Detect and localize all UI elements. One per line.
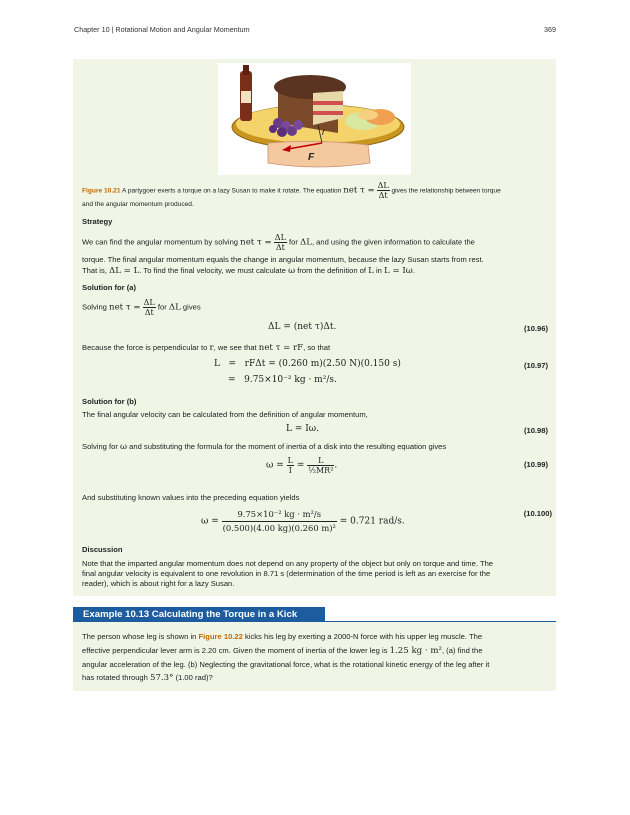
example-title: Example 10.13 Calculating the Torque in a Kick bbox=[73, 607, 325, 622]
solution-a-line1: Solving net τ = $\frac{\Delta L}{\Delta t}$ for ΔL gives bbox=[82, 298, 201, 317]
example-line3: angular acceleration of the leg. (b) Neglecting the gravitational force, what is the rotational kinetic energy of the leg after it bbox=[82, 660, 490, 669]
solution-a-heading: Solution for (a) bbox=[82, 283, 136, 292]
page-number: 369 bbox=[544, 25, 556, 34]
solution-b-line1: The final angular velocity can be calculated from the definition of angular momentum, bbox=[82, 410, 368, 419]
chapter-title: Chapter 10 | Rotational Motion and Angular Momentum bbox=[74, 25, 250, 34]
example-line4: has rotated through 57.3° (1.00 rad)? bbox=[82, 673, 213, 683]
example-line2: effective perpendicular lever arm is 2.20 cm. Given the moment of inertia of the lower leg is 1.25 kg · m², (a) find the bbox=[82, 646, 483, 656]
equation-number-10-96: (10.96) bbox=[523, 324, 548, 333]
solution-b-heading: Solution for (b) bbox=[82, 397, 137, 406]
solution-b-line3: And substituting known values into the preceding equation yields bbox=[82, 493, 300, 502]
equation-number-10-100: (10.100) bbox=[523, 509, 552, 518]
example-title-bar bbox=[73, 607, 556, 622]
r-label: r bbox=[322, 127, 325, 137]
figure-caption-line2: and the angular momentum produced. bbox=[82, 201, 194, 208]
discussion-heading: Discussion bbox=[82, 545, 123, 554]
strategy-line3: That is, ΔL = L. To find the final velocity, we must calculate ω from the definition of L in L = Iω. bbox=[82, 266, 415, 276]
lazy-susan-illustration bbox=[218, 63, 411, 175]
figure-label: Figure 10.21 bbox=[82, 187, 121, 195]
discussion-line2: final angular velocity is equivalent to one revolution in 8.71 s (determination of the time period is left as an exercise for the bbox=[82, 569, 491, 578]
equation-10-100: ω = $\frac{\text{9.75×10⁻² kg · m²/s}}{\text{(0.500)(4.00 kg)(0.260 m)²}}$ = 0.721 rad/s. bbox=[201, 509, 405, 533]
equation-10-98: L = Iω. bbox=[286, 424, 319, 434]
strategy-line1: We can find the angular momentum by solving net τ = $\frac{\Delta L}{\Delta t}$ for ΔL, and using the given information to calculate the bbox=[82, 233, 475, 252]
discussion-line1: Note that the imparted angular momentum does not depend on any property of the object but only on torque and time. The bbox=[82, 559, 494, 568]
equation-10-97-line2: = 9.75×10⁻² kg · m²/s. bbox=[228, 375, 337, 385]
equation-number-10-99: (10.99) bbox=[523, 460, 548, 469]
equation-10-97-line1: L = rFΔt = (0.260 m)(2.50 N)(0.150 s) bbox=[214, 359, 401, 369]
equation-number-10-97: (10.97) bbox=[523, 361, 548, 370]
figure-image bbox=[218, 63, 411, 175]
figure-caption: Figure 10.21 A partygoer exerts a torque on a lazy Susan to make it rotate. The equation net τ = $\frac{\Delta L}{\Delta t}$ gives the relationship between torque bbox=[82, 181, 501, 200]
solution-b-line2: Solving for ω and substituting the formula for the moment of inertia of a disk into the resulting equation gives bbox=[82, 442, 447, 452]
f-label: F bbox=[308, 152, 315, 163]
solution-a-line2: Because the force is perpendicular to r, we see that net τ = rF, so that bbox=[82, 343, 331, 353]
strategy-heading: Strategy bbox=[82, 217, 113, 226]
equation-10-96: ΔL = (net τ)Δt. bbox=[268, 322, 337, 332]
example-line1: The person whose leg is shown in Figure 10.22 kicks his leg by exerting a 2000-N force with his upper leg muscle. The bbox=[82, 632, 483, 641]
equation-number-10-98: (10.98) bbox=[523, 426, 548, 435]
figure-10-22-link[interactable]: Figure 10.22 bbox=[198, 632, 243, 641]
equation-10-99: ω = $\frac{L}{I}$ = $\frac{L}{\text{½MR²}}$ . bbox=[266, 456, 338, 475]
strategy-line2: torque. The final angular momentum equals the change in angular momentum, because the lazy Susan starts from rest. bbox=[82, 255, 484, 264]
discussion-line3: reader), which is about right for a lazy Susan. bbox=[82, 579, 235, 588]
